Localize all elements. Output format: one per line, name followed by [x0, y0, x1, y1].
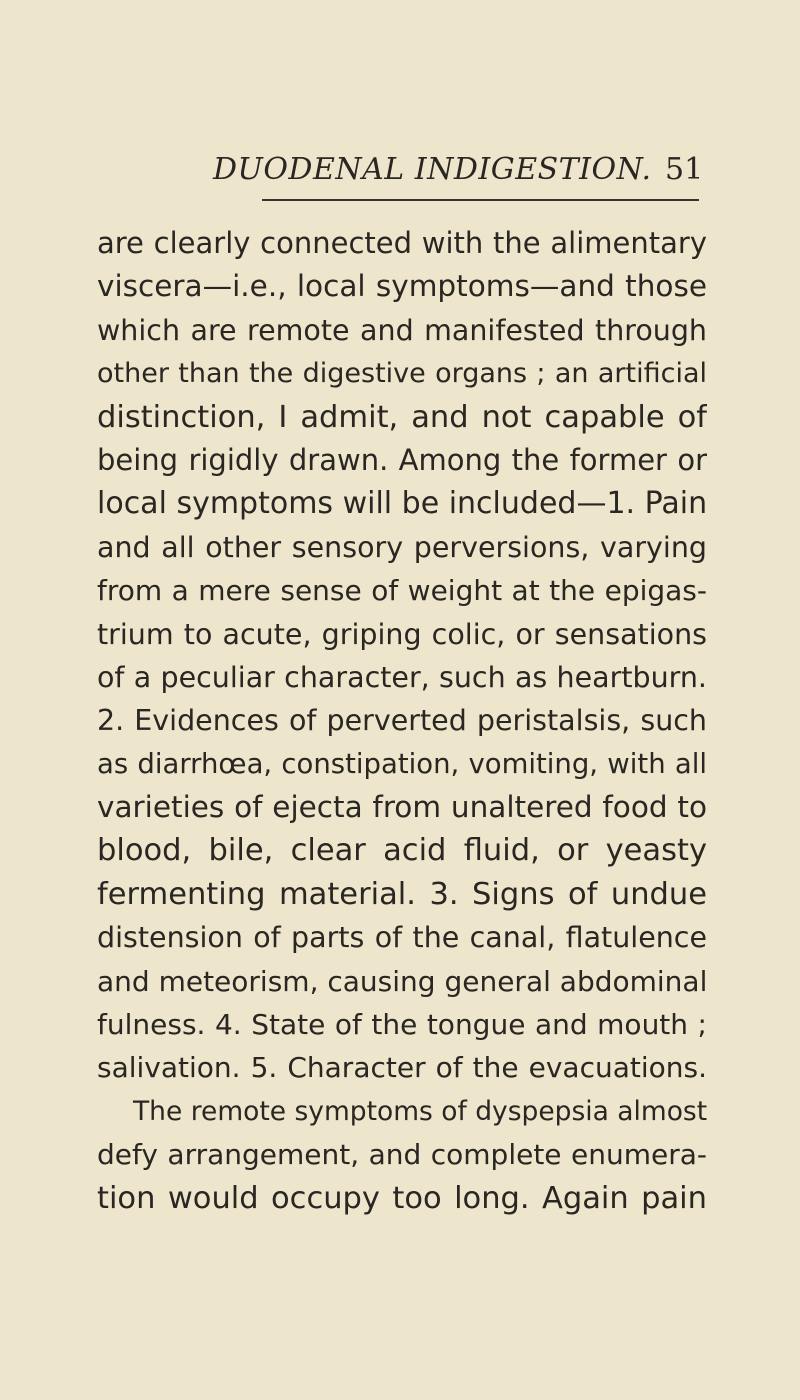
- text-line: from a mere sense of weight at the epigas-: [97, 574, 707, 608]
- text-line: of a peculiar character, such as heartburn.: [97, 660, 707, 694]
- text-line: local symptoms will be included—1. Pain: [97, 486, 707, 522]
- text-line: The remote symptoms of dyspepsia almost: [133, 1095, 707, 1127]
- text-line: distinction, I admit, and not capable of: [97, 399, 707, 435]
- text-line: varieties of ejecta from unaltered food to: [97, 790, 707, 825]
- text-line: tion would occupy too long. Again pain: [97, 1180, 707, 1216]
- page-number: 51: [665, 152, 704, 187]
- text-line: other than the digestive organs ; an artificial: [97, 358, 707, 390]
- text-line: defy arrangement, and complete enumera-: [97, 1138, 707, 1172]
- text-line: viscera—i.e., local symptoms—and those: [97, 269, 707, 304]
- text-line: are clearly connected with the alimentary: [97, 226, 707, 260]
- text-line: trium to acute, griping colic, or sensations: [97, 617, 707, 651]
- text-line: fermenting material. 3. Signs of undue: [97, 876, 707, 912]
- text-line: being rigidly drawn. Among the former or: [97, 442, 707, 477]
- header-rule: [262, 199, 699, 201]
- text-line: and all other sensory perversions, varying: [97, 530, 707, 564]
- text-line: fulness. 4. State of the tongue and mouth ;: [97, 1008, 707, 1042]
- text-line: and meteorism, causing general abdominal: [97, 964, 707, 998]
- text-line: salivation. 5. Character of the evacuations.: [97, 1051, 707, 1085]
- running-title: DUODENAL INDIGESTION.: [213, 152, 652, 187]
- body-text: [97, 222, 707, 1220]
- text-line: which are remote and manifested through: [97, 313, 707, 347]
- text-line: as diarrhœa, constipation, vomiting, with all: [97, 747, 707, 780]
- text-line: 2. Evidences of perverted peristalsis, such: [97, 704, 707, 738]
- text-line: distension of parts of the canal, flatulence: [97, 921, 707, 955]
- text-line: blood, bile, clear acid fluid, or yeasty: [97, 833, 707, 869]
